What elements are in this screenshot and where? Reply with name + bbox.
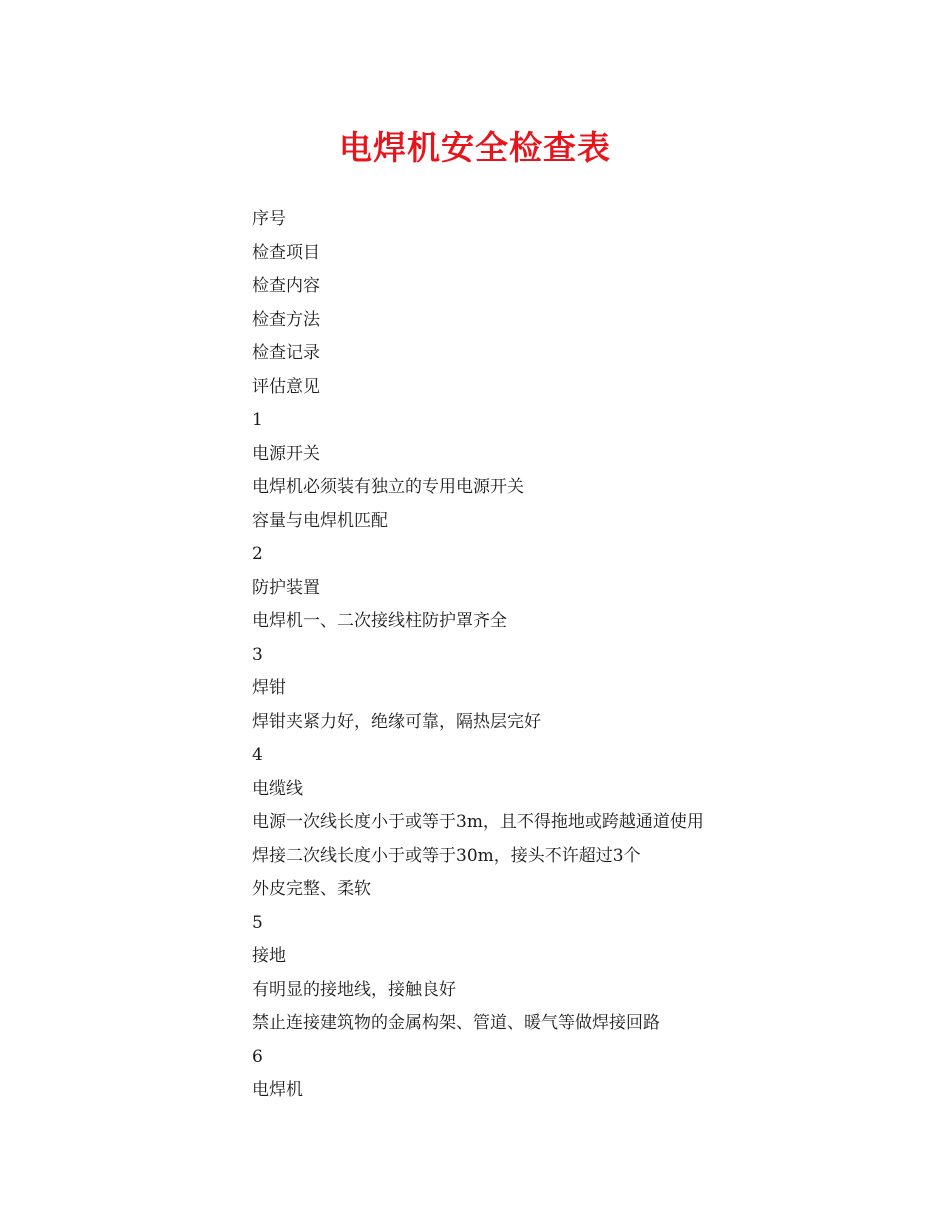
text-line-header-opinion: 评估意见 xyxy=(252,376,320,397)
text-line-item-power-switch: 电源开关 xyxy=(252,443,320,464)
text-line-header-content: 检查内容 xyxy=(252,276,320,296)
text-line-header-serial: 序号 xyxy=(252,209,286,229)
text-line-number-4: 4 xyxy=(252,745,263,765)
text-line-content: 电焊机必须装有独立的专用电源开关 xyxy=(252,477,524,497)
text-line-content: 电焊机一、二次接线柱防护罩齐全 xyxy=(252,611,507,631)
text-line-content: 电源一次线长度小于或等于3m，且不得拖地或跨越通道使用 xyxy=(252,812,704,832)
document-title: 电焊机安全检查表 xyxy=(339,128,611,167)
text-line-number-6: 6 xyxy=(252,1046,263,1067)
text-line-content: 有明显的接地线，接触良好 xyxy=(252,979,456,1000)
text-line-item-welder: 电焊机 xyxy=(252,1080,303,1100)
text-line-item-grounding: 接地 xyxy=(252,946,286,966)
text-line-content: 禁止连接建筑物的金属构架、管道、暖气等做焊接回路 xyxy=(252,1013,660,1033)
text-line-content: 容量与电焊机匹配 xyxy=(252,510,388,531)
text-line-content: 焊接二次线长度小于或等于30m，接头不许超过3个 xyxy=(252,845,641,866)
text-line-header-item: 检查项目 xyxy=(252,242,320,263)
checklist-lines xyxy=(252,203,892,1108)
text-line-item-welding-tongs: 焊钳 xyxy=(252,678,286,698)
text-line-number-3: 3 xyxy=(252,644,263,665)
text-line-number-2: 2 xyxy=(252,544,263,564)
text-line-header-record: 检查记录 xyxy=(252,343,320,363)
text-line-item-protection: 防护装置 xyxy=(252,577,320,598)
text-line-number-5: 5 xyxy=(252,912,263,933)
text-line-item-cable: 电缆线 xyxy=(252,778,303,799)
text-line-number-1: 1 xyxy=(252,410,263,430)
text-line-content: 外皮完整、柔软 xyxy=(252,879,371,899)
text-line-content: 焊钳夹紧力好，绝缘可靠，隔热层完好 xyxy=(252,711,541,732)
text-line-header-method: 检查方法 xyxy=(252,309,320,330)
